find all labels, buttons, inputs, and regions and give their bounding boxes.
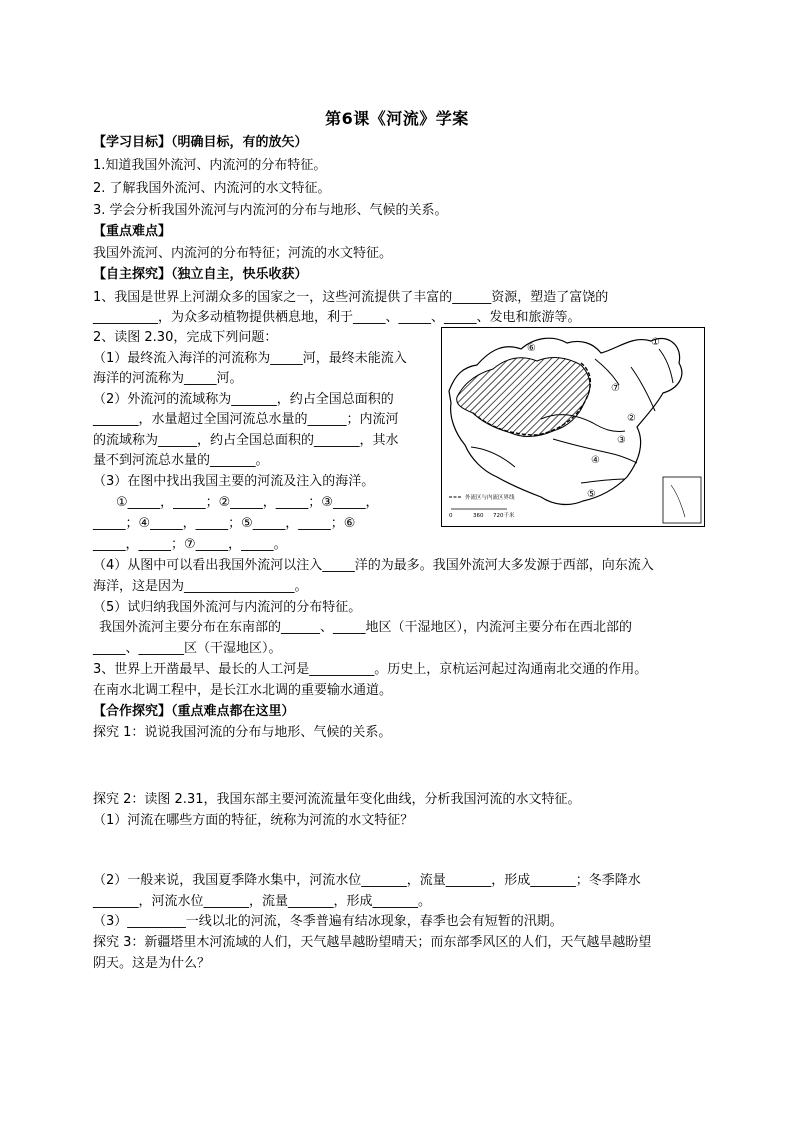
- river-blanks-line: _____，_____；⑦_____，_____。: [93, 537, 287, 552]
- map-legend: 外流区与内流区界线: [465, 495, 515, 501]
- question-line: 的流域称为______，约占全国总面积的_______，其水: [93, 433, 399, 448]
- scale-label-720: 720千米: [493, 513, 515, 519]
- inquiry-line: （2）一般来说，我国夏季降水集中，河流水位_______，流量_______，形成_______；冬季降水: [93, 873, 641, 888]
- china-rivers-map: [441, 327, 705, 527]
- objective-line: 1.知道我国外流河、内流河的分布特征。: [93, 158, 327, 173]
- question-line: （5）试归纳我国外流河与内流河的分布特征。: [93, 600, 362, 615]
- question-line: _______，水量超过全国河流总水量的______；内流河: [93, 412, 399, 427]
- question-line: 海洋的河流称为_____河。: [93, 371, 243, 386]
- question-line: 在南水北调工程中，是长江水北调的重要输水通道。: [93, 683, 393, 698]
- river-blanks-line: ①_____，_____；②_____，_____；③_____，: [116, 495, 379, 510]
- section-heading-cooperation: 【合作探究】（重点难点都在这里）: [93, 704, 295, 719]
- map-marker-5: ⑤: [587, 489, 596, 500]
- question-line: 2、读图 2.30，完成下列问题：: [93, 330, 278, 345]
- question-line: __________，为众多动植物提供栖息地，利于_____、_____、_____、发电和旅游等。: [93, 310, 581, 325]
- question-line: （2）外流河的流域称为_______，约占全国总面积的: [93, 392, 394, 407]
- inquiry-line: 阴天。这是为什么？: [93, 956, 211, 971]
- question-line: （4）从图中可以看出我国外流河以注入_____洋的为最多。我国外流河大多发源于西部，向东流入: [93, 558, 654, 573]
- key-points-text: 我国外流河、内流河的分布特征；河流的水文特征。: [93, 246, 393, 261]
- inquiry-line: 探究 3：新疆塔里木河流域的人们，天气越旱越盼望晴天；而东部季风区的人们，天气越旱越盼望: [93, 935, 652, 950]
- scale-label-360: 360: [473, 513, 484, 519]
- section-heading-key-points: 【重点难点】: [93, 224, 172, 239]
- scale-label-0: 0: [449, 513, 453, 519]
- question-line: _____、_______区（干湿地区）。: [93, 641, 282, 656]
- inquiry-line: 探究 2：读图 2.31，我国东部主要河流流量年变化曲线，分析我国河流的水文特征。: [93, 792, 581, 807]
- map-marker-3: ③: [617, 435, 626, 446]
- page-title: 第6课《河流》学案: [325, 109, 469, 128]
- section-heading-self-study: 【自主探究】（独立自主，快乐收获）: [93, 267, 308, 282]
- map-marker-2: ②: [627, 413, 636, 424]
- inquiry-line: _______，河流水位_______，流量_______，形成_______。: [93, 894, 432, 909]
- question-line: 量不到河流总水量的_______。: [93, 453, 269, 468]
- question-line: 1、我国是世界上河湖众多的国家之一，这些河流提供了丰富的______资源，塑造了富饶的: [93, 290, 609, 305]
- question-line: 我国外流河主要分布在东南部的______、_____地区（干湿地区），内流河主要分布在西北部的: [99, 620, 633, 635]
- river-blanks-line: _____；④_____，_____；⑤_____，_____；⑥: [93, 516, 356, 531]
- inquiry-line: （1）河流在哪些方面的特征，统称为河流的水文特征？: [93, 813, 414, 828]
- map-marker-7: ⑦: [611, 383, 620, 394]
- map-marker-6: ⑥: [527, 343, 536, 354]
- map-marker-4: ④: [591, 455, 600, 466]
- question-line: 3、世界上开凿最早、最长的人工河是__________。历史上，京杭运河起过沟通南北交通的作用。: [93, 662, 648, 677]
- objective-line: 3. 学会分析我国外流河与内流河的分布与地形、气候的关系。: [93, 203, 448, 218]
- inquiry-line: （3）_________一线以北的河流，冬季普遍有结冰现象，春季也会有短暂的汛期。: [93, 914, 563, 929]
- objective-line: 2. 了解我国外流河、内流河的水文特征。: [93, 181, 331, 196]
- south-sea-inset: [663, 477, 701, 523]
- map-marker-1: ①: [651, 337, 660, 348]
- question-line: 海洋，这是因为_________________。: [93, 579, 308, 594]
- question-line: （1）最终流入海洋的河流称为_____河，最终未能流入: [93, 351, 407, 366]
- question-line: （3）在图中找出我国主要的河流及注入的海洋。: [93, 474, 375, 489]
- inquiry-line: 探究 1：说说我国河流的分布与地形、气候的关系。: [93, 725, 392, 740]
- section-heading-objectives: 【学习目标】（明确目标，有的放矢）: [93, 135, 308, 150]
